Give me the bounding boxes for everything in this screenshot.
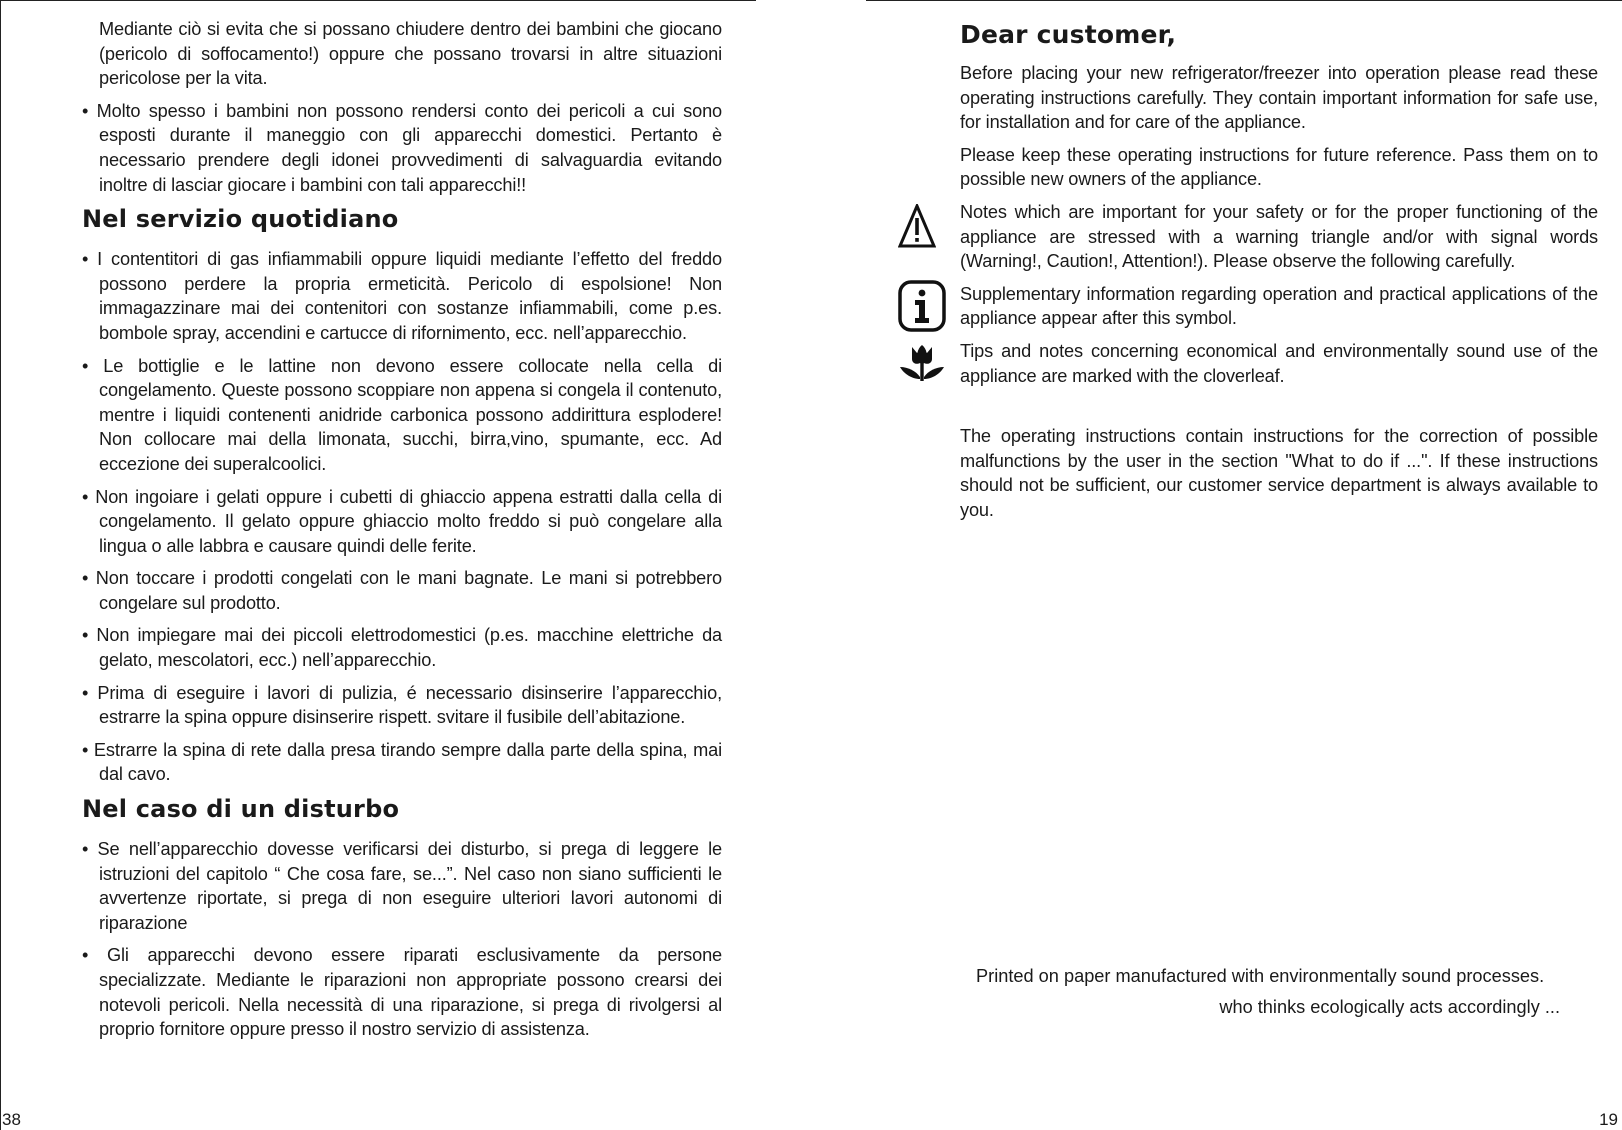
list-item: • Non impiegare mai dei piccoli elettrodomestici (p.es. macchine elettriche da gelato, mescolatori, ecc.) nell’apparecchio. bbox=[82, 625, 722, 671]
section-title-daily-use: Nel servizio quotidiano bbox=[82, 205, 399, 234]
list-item: • Molto spesso i bambini non possono rendersi conto dei pericoli a cui sono esposti durante il maneggio con gli apparecchi domestici. Pertanto è necessario prendere degli idonei provvedimenti di salvaguardia evitando inoltre di lasciar giocare i bambini con tali apparecchi!! bbox=[82, 100, 722, 195]
eco-note-text: Tips and notes concerning economical and environmentally sound use of the appliance are marked with the cloverleaf. bbox=[960, 340, 1598, 386]
info-note-text: Supplementary information regarding operation and practical applications of the appliance appear after this symbol. bbox=[960, 283, 1598, 329]
intro-paragraph: Mediante ciò si evita che si possano chiudere dentro dei bambini che giocano (pericolo di soffocamento!) oppure che possano trovarsi in altre situazioni pericolose per la vita. bbox=[99, 19, 722, 89]
list-item: • Gli apparecchi devono essere riparati esclusivamente da persone specializzate. Mediante le riparazioni non appropriate possono crearsi dei notevoli pericoli. Nella necessità di una riparazione, si prega di rivolgersi al proprio fornitore oppure presso il nostro servizio di assistenza. bbox=[82, 945, 722, 1040]
footer-slogan: who thinks ecologically acts accordingly ... bbox=[1219, 997, 1560, 1017]
section-title-malfunction: Nel caso di un disturbo bbox=[82, 795, 400, 824]
list-item: • Se nell’apparecchio dovesse verificarsi dei disturbo, si prega di leggere le istruzioni del capitolo “ Che cosa fare, se...”. Nel caso non siano sufficienti le avvertenze riportate, si prega di non eseguire ulteriori lavori autonomi di riparazione bbox=[82, 839, 722, 933]
list-item: • Estrarre la spina di rete dalla presa tirando sempre dalla parte della spina, mai dal cavo. bbox=[82, 739, 722, 785]
list-item: • Le bottiglie e le lattine non devono essere collocate nella cella di congelamento. Queste possono scoppiare non appena si congela il contenuto, mentre i liquidi contenenti anidride carbonica possono addirittura esplodere! Non collocare mai della limonata, succhi, birra,vino, spumante, ecc. Ad eccezione dei superalcoolici. bbox=[82, 355, 722, 474]
right-page bbox=[960, 0, 1598, 531]
list-item: • Prima di eseguire i lavori di pulizia, é necessario disinserire l’apparecchio, estrarre la spina oppure disinserire rispett. svitare il fusibile dell’abitazione. bbox=[82, 682, 722, 728]
warning-note bbox=[960, 200, 1598, 274]
list-item: • Non ingoiare i gelati oppure i cubetti di ghiaccio appena estratti dalla cella di congelamento. Il gelato oppure ghiaccio molto freddo si può congelare alla lingua o alle labbra e causare quindi delle ferite. bbox=[82, 486, 722, 556]
page-title: Dear customer, bbox=[960, 20, 1177, 49]
warning-note-text: Notes which are important for your safety or for the proper functioning of the appliance are stressed with a warning triangle and/or with signal words (Warning!, Caution!, Attention!). Please observe the following carefully. bbox=[960, 201, 1598, 272]
cloverleaf-icon bbox=[898, 341, 946, 388]
left-page-number: 38 bbox=[2, 1110, 21, 1129]
intro-paragraph: Before placing your new refrigerator/freezer into operation please read these operating instructions carefully. They contain important information for safe use, for installation and for care of the appliance. bbox=[960, 63, 1598, 133]
left-page-border bbox=[0, 0, 1, 1130]
left-page bbox=[82, 0, 722, 1050]
right-page-number: 19 bbox=[1599, 1110, 1618, 1129]
list-item: • Non toccare i prodotti congelati con le mani bagnate. Le mani si potrebbero congelare sul prodotto. bbox=[82, 568, 722, 613]
keep-instructions-paragraph: Please keep these operating instructions for future reference. Pass them on to possible new owners of the appliance. bbox=[960, 144, 1598, 190]
footer-printed-note: Printed on paper manufactured with environmentally sound processes. bbox=[976, 966, 1545, 986]
info-icon bbox=[898, 280, 946, 337]
info-note bbox=[960, 282, 1598, 331]
warning-triangle-icon bbox=[898, 204, 936, 253]
list-item: • I contentitori di gas infiammabili oppure liquidi mediante l’effetto del freddo possono perdere la propria ermeticità. Pericolo di espolsione! Non immagazzinare mai dei contenitori con sostanze infiammabili, come p.es. bombole spray, accendini e cartucce di rifornimento, ecc. nell’apparecchio. bbox=[82, 249, 722, 343]
malfunction-paragraph: The operating instructions contain instructions for the correction of possible malfunctions by the user in the section "What to do if ...". If these instructions should not be sufficient, our customer service department is always available to you. bbox=[960, 426, 1598, 520]
eco-note bbox=[960, 339, 1598, 388]
